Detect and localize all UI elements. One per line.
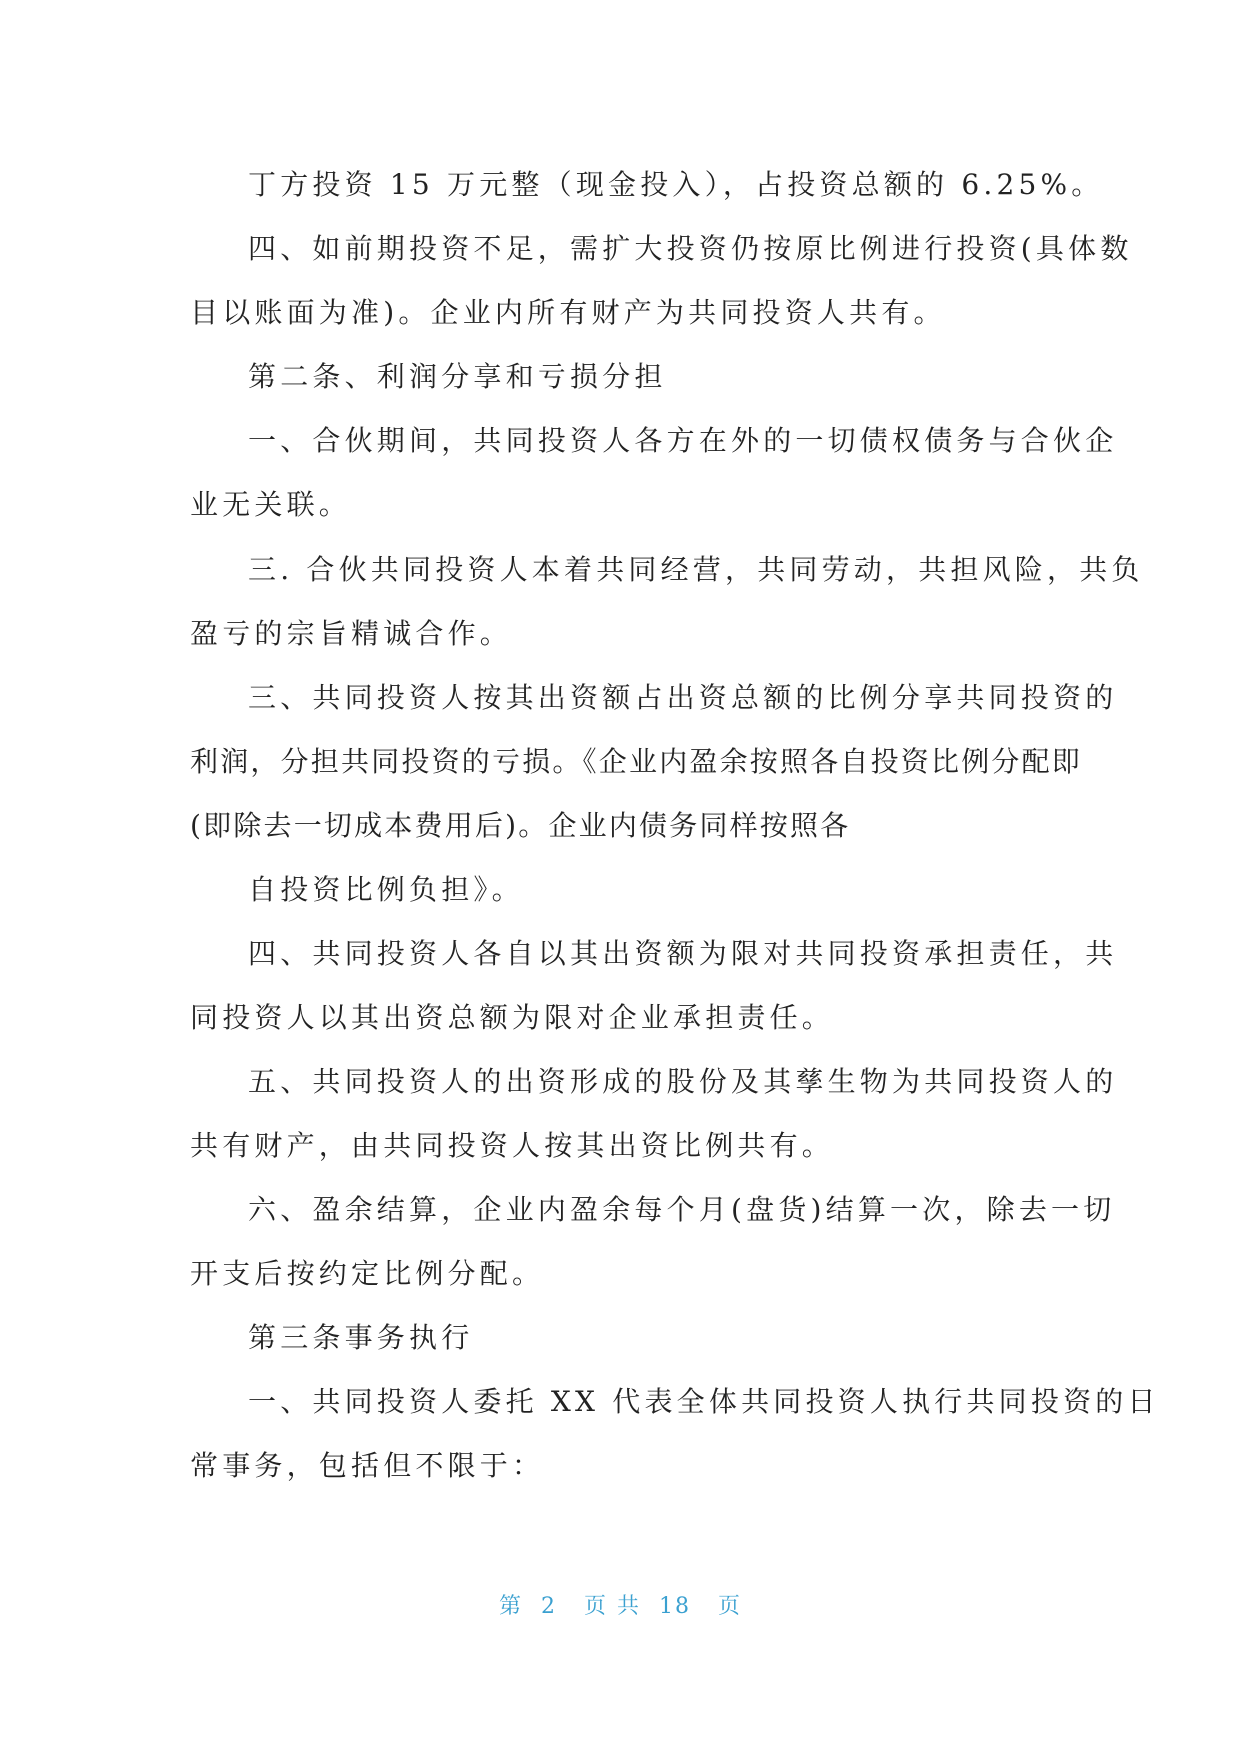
text-line: 自投资比例负担》。 <box>248 873 524 906</box>
page-number-footer: 第 2 页 共 18 页 <box>499 1594 742 1619</box>
text-line: 目以账面为准)。企业内所有财产为共同投资人共有。 <box>190 296 946 329</box>
text-line: 五、共同投资人的出资形成的股份及其孳生物为共同投资人的 <box>248 1065 1118 1098</box>
text-line: (即除去一切成本费用后)。企业内债务同样按照各 <box>190 809 851 842</box>
text-line: 利润，分担共同投资的亏损。《企业内盈余按照各自投资比例分配即 <box>190 745 1083 778</box>
text-line: 丁方投资 15 万元整（现金投入），占投资总额的 6.25%。 <box>248 168 1104 201</box>
text-line: 三. 合伙共同投资人本着共同经营，共同劳动，共担风险，共负 <box>248 553 1144 586</box>
text-line: 四、共同投资人各自以其出资额为限对共同投资承担责任，共 <box>248 937 1118 970</box>
text-line: 盈亏的宗旨精诚合作。 <box>190 617 513 650</box>
text-line: 常事务，包括但不限于： <box>190 1449 545 1482</box>
text-line: 四、如前期投资不足，需扩大投资仍按原比例进行投资(具体数 <box>248 232 1133 265</box>
text-line: 三、共同投资人按其出资额占出资总额的比例分享共同投资的 <box>248 681 1118 714</box>
text-line: 六、盈余结算，企业内盈余每个月(盘货)结算一次，除去一切 <box>248 1193 1116 1226</box>
section-heading: 第三条事务执行 <box>248 1321 474 1354</box>
text-line: 一、合伙期间，共同投资人各方在外的一切债权债务与合伙企 <box>248 424 1118 457</box>
text-line: 一、共同投资人委托 XX 代表全体共同投资人执行共同投资的日 <box>248 1385 1160 1418</box>
text-line: 开支后按约定比例分配。 <box>190 1257 545 1290</box>
section-heading: 第二条、利润分享和亏损分担 <box>248 360 667 393</box>
text-line: 同投资人以其出资总额为限对企业承担责任。 <box>190 1001 835 1034</box>
text-line: 共有财产，由共同投资人按其出资比例共有。 <box>190 1129 835 1162</box>
text-line: 业无关联。 <box>190 488 352 521</box>
